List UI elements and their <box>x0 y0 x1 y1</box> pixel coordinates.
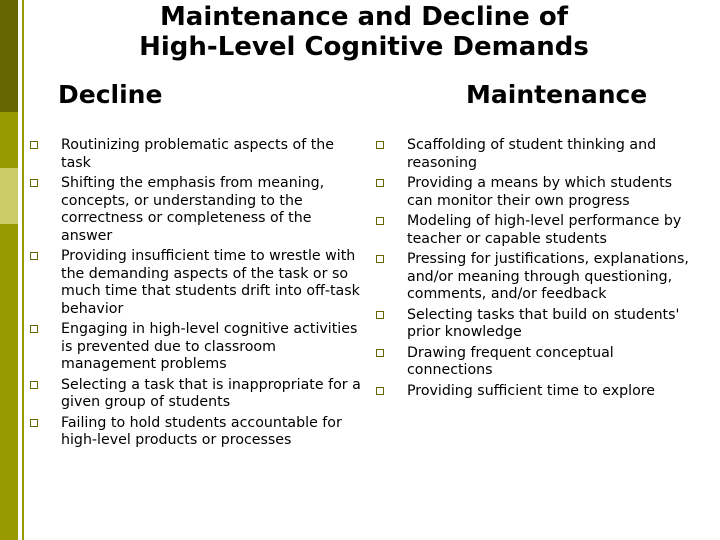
square-bullet-icon <box>376 217 384 225</box>
maintenance-heading: Maintenance <box>466 80 648 109</box>
slide-title-line-2: High-Level Cognitive Demands <box>139 32 589 62</box>
maintenance-item <box>376 213 698 248</box>
decline-item-text: Shifting the emphasis from meaning, concepts, or understanding to the correctness or completeness of the answer <box>61 175 325 244</box>
decline-item-text: Failing to hold students accountable for high-level products or processes <box>61 414 342 448</box>
maintenance-item-text: Pressing for justifications, explanations, and/or meaning through questioning, comments, and/or feedback <box>407 251 689 302</box>
square-bullet-icon <box>376 179 384 187</box>
square-bullet-icon <box>376 349 384 357</box>
decline-item <box>30 248 366 318</box>
decline-item-text: Routinizing problematic aspects of the task <box>61 137 334 171</box>
square-bullet-icon <box>30 325 38 333</box>
decline-item-text: Engaging in high-level cognitive activities is prevented due to classroom management problems <box>61 321 358 372</box>
maintenance-item <box>376 175 698 210</box>
square-bullet-icon <box>376 141 384 149</box>
decline-item <box>30 415 366 450</box>
decline-list <box>30 137 366 453</box>
decline-item <box>30 377 366 412</box>
maintenance-item-text: Scaffolding of student thinking and reasoning <box>407 137 657 171</box>
maintenance-item-text: Providing sufficient time to explore <box>407 382 656 399</box>
maintenance-item <box>376 307 698 342</box>
decline-item <box>30 175 366 245</box>
maintenance-item-text: Providing a means by which students can monitor their own progress <box>407 175 673 209</box>
decline-item <box>30 321 366 374</box>
maintenance-item-text: Modeling of high-level performance by teacher or capable students <box>407 213 682 247</box>
maintenance-item <box>376 345 698 380</box>
sidebar-segment-mid <box>0 112 18 168</box>
square-bullet-icon <box>376 255 384 263</box>
sidebar-segment-dark <box>0 0 18 112</box>
decline-item-text: Selecting a task that is inappropriate for a given group of students <box>61 376 361 410</box>
slide-title-line-1: Maintenance and Decline of <box>159 2 569 32</box>
maintenance-item <box>376 383 698 401</box>
square-bullet-icon <box>376 311 384 319</box>
maintenance-item-text: Selecting tasks that build on students' prior knowledge <box>407 306 680 340</box>
sidebar-segment-light <box>0 168 18 224</box>
square-bullet-icon <box>376 387 384 395</box>
slide-title <box>30 2 698 62</box>
square-bullet-icon <box>30 419 38 427</box>
decline-item <box>30 137 366 172</box>
square-bullet-icon <box>30 179 38 187</box>
maintenance-item-text: Drawing frequent conceptual connections <box>407 344 614 378</box>
decline-item-text: Providing insufficient time to wrestle with the demanding aspects of the task or so much time that students drift into off-task behavior <box>61 248 360 317</box>
sidebar-segment-mid-lower <box>0 224 18 540</box>
decline-heading: Decline <box>58 80 163 109</box>
square-bullet-icon <box>30 381 38 389</box>
maintenance-item <box>376 137 698 172</box>
decorative-sidebar <box>0 0 18 540</box>
square-bullet-icon <box>30 141 38 149</box>
maintenance-item <box>376 251 698 304</box>
sidebar-divider-line <box>22 0 24 540</box>
maintenance-list <box>376 137 698 403</box>
square-bullet-icon <box>30 252 38 260</box>
